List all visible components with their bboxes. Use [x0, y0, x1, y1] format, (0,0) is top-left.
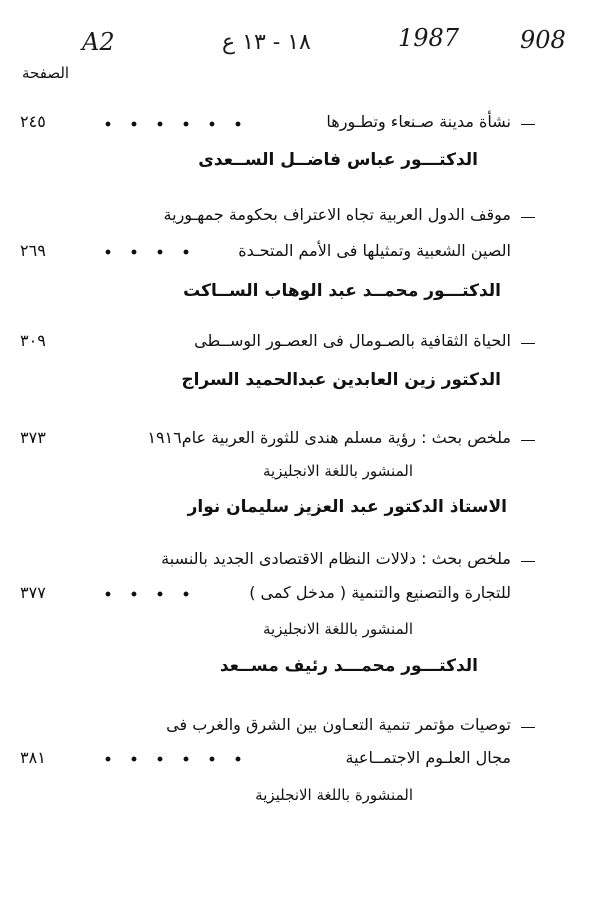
entry-language-note: المنشورة باللغة الانجليزية	[255, 786, 413, 804]
entry-dash	[521, 343, 535, 344]
entry-page-number: ٢٦٩	[20, 241, 46, 260]
entry-title-line: ملخص بحث : رؤية مسلم هندى للثورة العربية عام١٩١٦	[147, 428, 511, 447]
entry-page-number: ٣٧٣	[20, 428, 46, 447]
entry-title-line: الحياة الثقافية بالصـومال فى العصـور الوســطى	[194, 331, 511, 350]
entry-page-number: ٣٨١	[20, 748, 46, 767]
handwritten-code: A2	[82, 28, 115, 56]
entry-language-note: المنشور باللغة الانجليزية	[263, 620, 413, 638]
leader-dots	[95, 756, 251, 762]
entry-dash	[521, 561, 535, 562]
entry-author: الدكتـــور محمـــد رئيف مســعد	[219, 656, 478, 676]
entry-page-number: ٣٠٩	[20, 331, 46, 350]
entry-dash	[521, 440, 535, 441]
entry-title-line: الصين الشعبية وتمثيلها فى الأمم المتحـدة	[238, 241, 511, 260]
entry-language-note: المنشور باللغة الانجليزية	[263, 462, 413, 480]
entry-title-line: نشأة مدينة صـنعاء وتطـورها	[326, 112, 511, 131]
entry-author: الدكتـــور عباس فاضــل الســعدى	[198, 150, 478, 170]
entry-title-line: موقف الدول العربية تجاه الاعتراف بحكومة جمهـورية	[163, 205, 511, 224]
handwritten-issue: ١٨ - ١٣ ع	[222, 30, 311, 55]
entry-dash	[521, 727, 535, 728]
leader-dots	[95, 121, 251, 127]
handwritten-number: 908	[520, 26, 566, 54]
entry-title-line: توصيات مؤتمر تنمية التعـاون بين الشرق والغرب فى	[166, 715, 511, 734]
entry-title-line: ملخص بحث : دلالات النظام الاقتصادى الجديد بالنسبة	[161, 549, 511, 568]
entry-author: الدكتـــور محمــد عبد الوهاب الســاكت	[183, 281, 501, 301]
entry-author: الاستاذ الدكتور عبد العزيز سليمان نوار	[187, 497, 507, 517]
entry-title-line: للتجارة والتصنيع والتنمية ( مدخل كمى )	[249, 583, 511, 602]
leader-dots	[95, 249, 199, 255]
entry-title-line: مجال العلـوم الاجتمــاعية	[345, 748, 511, 767]
entry-page-number: ٢٤٥	[20, 112, 46, 131]
page-column-label: الصفحة	[22, 64, 70, 82]
leader-dots	[95, 591, 199, 597]
entry-dash	[521, 124, 535, 125]
entry-author: الدكتور زين العابدين عبدالحميد السراج	[181, 370, 501, 390]
handwritten-year: 1987	[398, 24, 460, 52]
entry-page-number: ٣٧٧	[20, 583, 46, 602]
entry-dash	[521, 217, 535, 218]
